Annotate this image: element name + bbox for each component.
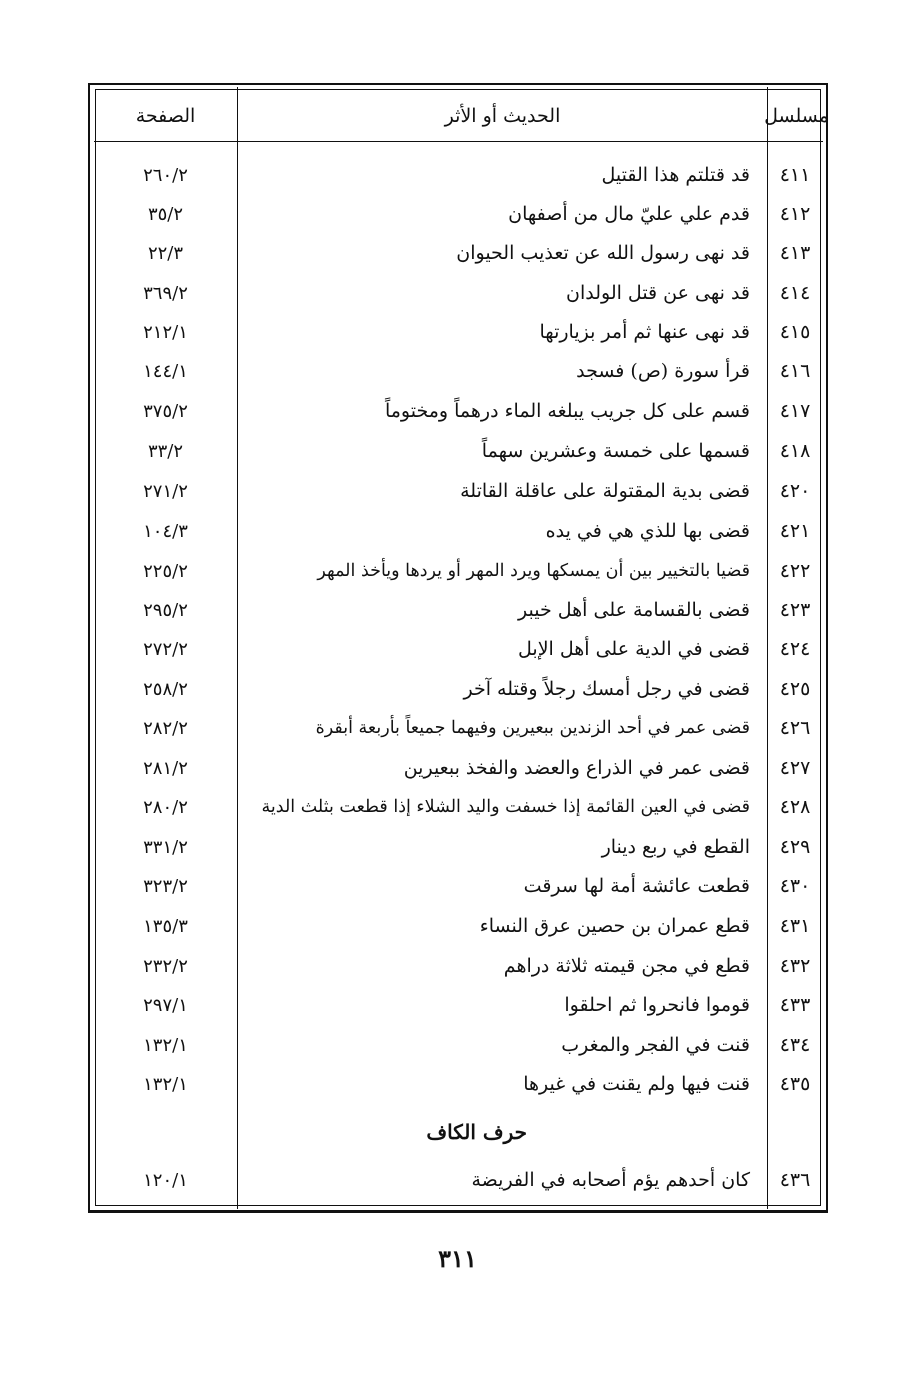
table-row bbox=[94, 788, 825, 826]
row-page-ref: ٢٦٠/٢ bbox=[143, 164, 188, 186]
row-page-ref: ٢٨٢/٢ bbox=[143, 717, 188, 739]
header-hadith: الحديث أو الأثر bbox=[444, 105, 561, 127]
row-serial: ٤١١ bbox=[779, 164, 811, 186]
table-row bbox=[94, 749, 825, 787]
row-hadith-text: قد نهى عن قتل الولدان bbox=[566, 282, 750, 304]
table-row bbox=[94, 1065, 825, 1103]
page-number: ٣١١ bbox=[438, 1244, 477, 1273]
row-serial: ٤١٤ bbox=[779, 282, 811, 304]
row-hadith-text: قضى بها للذي هي في يده bbox=[545, 520, 750, 542]
row-serial: ٤١٣ bbox=[779, 242, 811, 264]
row-serial: ٤١٥ bbox=[779, 321, 811, 343]
table-row bbox=[94, 552, 825, 590]
row-serial: ٤٣٥ bbox=[779, 1073, 811, 1095]
row-hadith-text: قطع عمران بن حصين عرق النساء bbox=[479, 915, 750, 937]
row-page-ref: ٣٥/٢ bbox=[147, 203, 184, 225]
row-serial: ٤١٧ bbox=[779, 400, 811, 422]
row-serial: ٤٢٥ bbox=[779, 678, 811, 700]
row-hadith-text: قضيا بالتخيير بين أن يمسكها ويرد المهر أو يردها ويأخذ المهر bbox=[317, 561, 750, 581]
row-page-ref: ٣٣١/٢ bbox=[143, 836, 188, 858]
row-hadith-text: قوموا فانحروا ثم احلقوا bbox=[564, 994, 750, 1016]
row-page-ref: ١٤٤/١ bbox=[143, 360, 188, 382]
table-row bbox=[94, 234, 825, 272]
row-hadith-text: قضى بالقسامة على أهل خيبر bbox=[518, 599, 750, 621]
table-row bbox=[94, 630, 825, 668]
row-page-ref: ١٣٢/١ bbox=[143, 1034, 188, 1056]
table-row bbox=[94, 512, 825, 550]
table-row bbox=[94, 432, 825, 470]
row-hadith-text: قضى في العين القائمة إذا خسفت واليد الشلاء إذا قطعت بثلث الدية bbox=[261, 797, 750, 817]
row-page-ref: ٢٨٠/٢ bbox=[143, 796, 188, 818]
row-hadith-text: قضى في الدية على أهل الإبل bbox=[518, 638, 750, 660]
row-page-ref: ٢١٢/١ bbox=[143, 321, 188, 343]
row-hadith-text: قضى عمر في الذراع والعضد والفخذ ببعيرين bbox=[403, 757, 750, 779]
table-row bbox=[94, 1161, 825, 1199]
row-hadith-text: قضى في رجل أمسك رجلاً وقتله آخر bbox=[463, 678, 750, 700]
row-serial: ٤٣٢ bbox=[779, 955, 811, 977]
row-serial: ٤٢٦ bbox=[779, 717, 811, 739]
table-row bbox=[94, 472, 825, 510]
table-row bbox=[94, 867, 825, 905]
row-serial: ٤٢٤ bbox=[779, 638, 811, 660]
row-serial: ٤٣٣ bbox=[779, 994, 811, 1016]
row-page-ref: ٢٥٨/٢ bbox=[143, 678, 188, 700]
row-serial: ٤٢٩ bbox=[779, 836, 811, 858]
row-page-ref: ٢٢٥/٢ bbox=[143, 560, 188, 582]
row-serial: ٤١٨ bbox=[779, 440, 811, 462]
row-page-ref: ٣٧٥/٢ bbox=[143, 400, 188, 422]
row-page-ref: ٢٧٢/٢ bbox=[143, 638, 188, 660]
row-serial: ٤٢٢ bbox=[779, 560, 811, 582]
row-hadith-text: قدم علي عليّ مال من أصفهان bbox=[508, 203, 750, 225]
row-page-ref: ٢٩٧/١ bbox=[143, 994, 188, 1016]
row-hadith-text: قنت فيها ولم يقنت في غيرها bbox=[523, 1073, 750, 1095]
row-serial: ٤٣٠ bbox=[779, 875, 811, 897]
row-page-ref: ١٣٢/١ bbox=[143, 1073, 188, 1095]
table-row bbox=[94, 591, 825, 629]
row-hadith-text: كان أحدهم يؤم أصحابه في الفريضة bbox=[471, 1169, 750, 1191]
table-row bbox=[94, 313, 825, 351]
row-serial: ٤١٢ bbox=[779, 203, 811, 225]
row-hadith-text: قد نهى عنها ثم أمر بزيارتها bbox=[539, 321, 750, 343]
table-row bbox=[94, 986, 825, 1024]
row-serial: ٤٣٤ bbox=[779, 1034, 811, 1056]
row-hadith-text: قسم على كل جريب يبلغه الماء درهماً ومختوماً bbox=[384, 400, 750, 422]
row-hadith-text: قضى عمر في أحد الزندين ببعيرين وفيهما جميعاً بأربعة أبقرة bbox=[315, 718, 750, 738]
table-row bbox=[94, 907, 825, 945]
row-page-ref: ٢٩٥/٢ bbox=[143, 599, 188, 621]
row-serial: ٤١٦ bbox=[779, 360, 811, 382]
row-hadith-text: قنت في الفجر والمغرب bbox=[561, 1034, 750, 1056]
row-page-ref: ١٢٠/١ bbox=[143, 1169, 188, 1191]
row-hadith-text: قد نهى رسول الله عن تعذيب الحيوان bbox=[456, 242, 750, 264]
table-row bbox=[94, 352, 825, 390]
row-page-ref: ٢٣٢/٢ bbox=[143, 955, 188, 977]
section-heading-kaf: حرف الكاف bbox=[426, 1120, 527, 1144]
row-hadith-text: القطع في ربع دينار bbox=[601, 836, 750, 858]
row-serial: ٤٢٧ bbox=[779, 757, 811, 779]
row-serial: ٤٣٦ bbox=[779, 1169, 811, 1191]
row-serial: ٤٢١ bbox=[779, 520, 811, 542]
row-page-ref: ٣٦٩/٢ bbox=[143, 282, 188, 304]
table-row bbox=[94, 392, 825, 430]
row-page-ref: ٣٢٣/٢ bbox=[143, 875, 188, 897]
row-page-ref: ٣٣/٢ bbox=[147, 440, 184, 462]
row-hadith-text: قضى بدية المقتولة على عاقلة القاتلة bbox=[460, 480, 750, 502]
table-row bbox=[94, 156, 825, 194]
header-serial: مسلسل bbox=[764, 105, 829, 127]
header-divider bbox=[94, 141, 823, 142]
table-row bbox=[94, 828, 825, 866]
table-row bbox=[94, 709, 825, 747]
row-serial: ٤٣١ bbox=[779, 915, 811, 937]
row-page-ref: ١٠٤/٣ bbox=[143, 520, 188, 542]
row-serial: ٤٢٣ bbox=[779, 599, 811, 621]
table-row bbox=[94, 947, 825, 985]
row-page-ref: ٢٧١/٢ bbox=[143, 480, 188, 502]
table-row bbox=[94, 195, 825, 233]
header-page: الصفحة bbox=[135, 105, 196, 127]
table-row bbox=[94, 670, 825, 708]
row-hadith-text: قسمها على خمسة وعشرين سهماً bbox=[481, 440, 750, 462]
row-page-ref: ٢٨١/٢ bbox=[143, 757, 188, 779]
row-hadith-text: قرأ سورة (ص) فسجد bbox=[576, 360, 750, 382]
row-serial: ٤٢٠ bbox=[779, 480, 811, 502]
table-row bbox=[94, 1026, 825, 1064]
row-serial: ٤٢٨ bbox=[779, 796, 811, 818]
row-hadith-text: قطعت عائشة أمة لها سرقت bbox=[523, 875, 750, 897]
row-page-ref: ٢٢/٣ bbox=[147, 242, 184, 264]
row-page-ref: ١٣٥/٣ bbox=[143, 915, 188, 937]
table-row bbox=[94, 274, 825, 312]
row-hadith-text: قطع في مجن قيمته ثلاثة دراهم bbox=[503, 955, 750, 977]
row-hadith-text: قد قتلتم هذا القتيل bbox=[601, 164, 750, 186]
